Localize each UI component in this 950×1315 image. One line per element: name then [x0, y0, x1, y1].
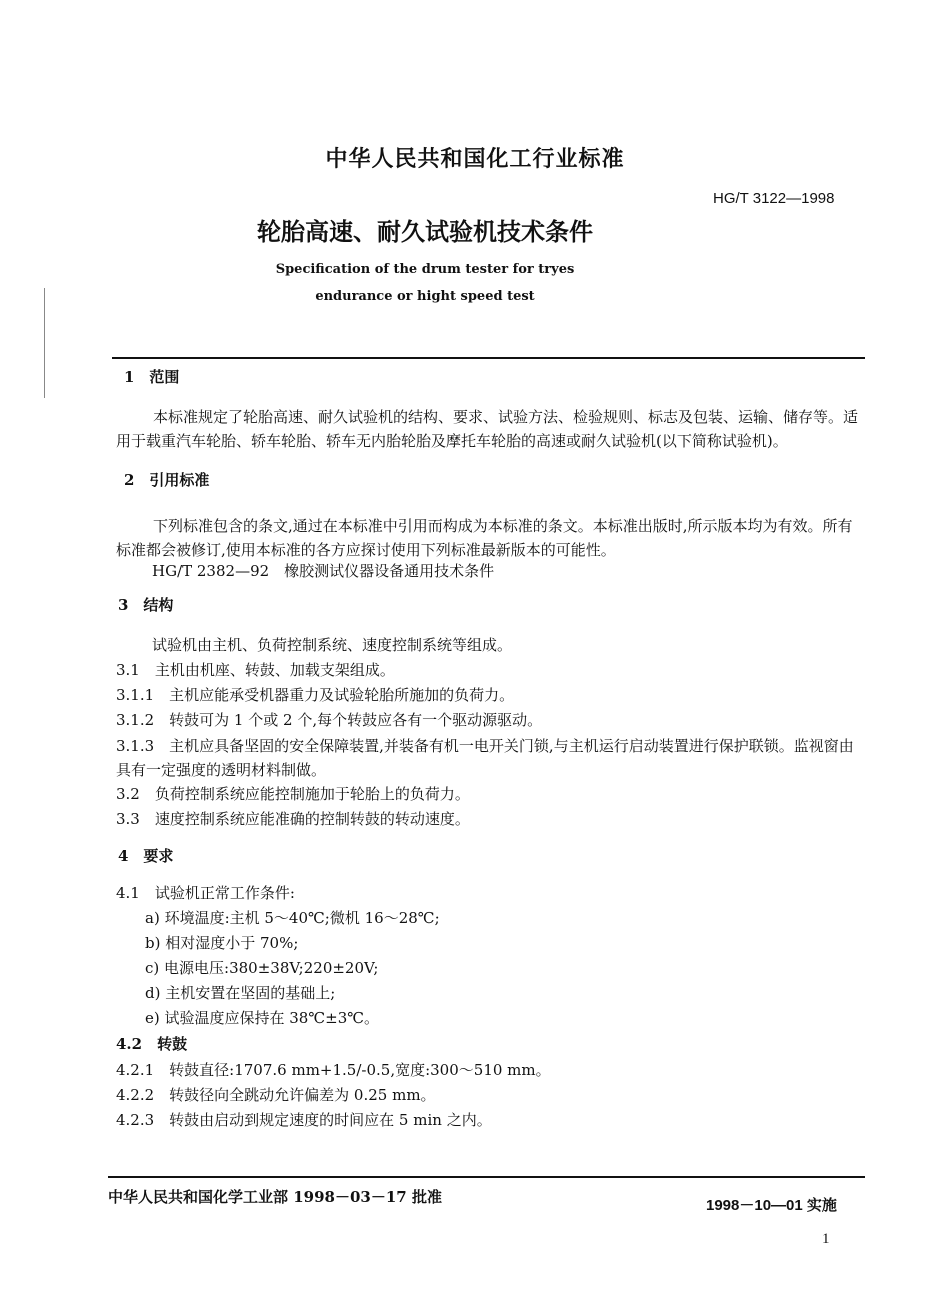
- section-1-paragraph: 本标准规定了轮胎高速、耐久试验机的结构、要求、试验方法、检验规则、标志及包装、运输、储存等。适用于载重汽车轮胎、轿车轮胎、轿车无内胎轮胎及摩托车轮胎的高速或耐久试验机(以下简称试验机)。: [116, 408, 859, 450]
- clause-3-1-2: 3.1.2 转鼓可为 1 个或 2 个,每个转鼓应各有一个驱动源驱动。: [116, 711, 543, 729]
- section-3-intro: 试验机由主机、负荷控制系统、速度控制系统等组成。: [152, 636, 513, 654]
- approval-line: 中华人民共和国化学工业部 1998－03－17 批准: [108, 1188, 442, 1206]
- issuing-body-title: 中华人民共和国化工行业标准: [325, 146, 625, 172]
- condition-c: c) 电源电压:380±38V;220±20V;: [145, 959, 379, 977]
- english-title-line-2: endurance or hight speed test: [315, 289, 535, 304]
- section-2-heading: 2 引用标准: [124, 471, 210, 489]
- condition-d: d) 主机安置在坚固的基础上;: [145, 984, 336, 1002]
- condition-e: e) 试验温度应保持在 38℃±3℃。: [145, 1009, 380, 1027]
- document-title: 轮胎高速、耐久试验机技术条件: [257, 217, 593, 246]
- section-2-paragraph: 下列标准包含的条文,通过在本标准中引用而构成为本标准的条文。本标准出版时,所示版本均为有效。所有标准都会被修订,使用本标准的各方应探讨使用下列标准最新版本的可能性。: [116, 517, 853, 559]
- clause-3-1-1: 3.1.1 主机应能承受机器重力及试验轮胎所施加的负荷力。: [116, 686, 515, 704]
- section-1-heading: 1 范围: [124, 368, 180, 386]
- clause-3-3: 3.3 速度控制系统应能准确的控制转鼓的转动速度。: [116, 810, 470, 828]
- clause-4-2-2: 4.2.2 转鼓径向全跳动允许偏差为 0.25 mm。: [116, 1086, 436, 1104]
- clause-4-2: 4.2 转鼓: [116, 1035, 188, 1053]
- scan-margin-line: [44, 288, 45, 398]
- clause-4-2-3: 4.2.3 转鼓由启动到规定速度的时间应在 5 min 之内。: [116, 1111, 492, 1129]
- clause-3-1: 3.1 主机由机座、转鼓、加载支架组成。: [116, 661, 395, 679]
- clause-4-1: 4.1 试验机正常工作条件:: [116, 884, 295, 902]
- clause-3-2: 3.2 负荷控制系统应能控制施加于轮胎上的负荷力。: [116, 785, 470, 803]
- footer-divider: [108, 1176, 865, 1178]
- section-2-reference: HG/T 2382—92 橡胶测试仪器设备通用技术条件: [152, 562, 495, 580]
- implementation-date: 1998－10—01 实施: [706, 1197, 837, 1214]
- section-3-heading: 3 结构: [118, 596, 174, 614]
- header-divider: [112, 357, 865, 359]
- standard-number: HG/T 3122—1998: [713, 190, 835, 207]
- clause-3-1-3: 3.1.3 主机应具备坚固的安全保障装置,并装备有机一电开关门锁,与主机运行启动装置进行保护联锁。监视窗由具有一定强度的透明材料制做。: [116, 737, 854, 779]
- condition-a: a) 环境温度:主机 5～40℃;微机 16～28℃;: [145, 909, 440, 927]
- section-4-heading: 4 要求: [118, 847, 174, 865]
- condition-b: b) 相对湿度小于 70%;: [145, 934, 299, 952]
- english-title-line-1: Specification of the drum tester for tryes: [275, 262, 575, 277]
- clause-4-2-1: 4.2.1 转鼓直径:1707.6 mm+1.5/-0.5,宽度:300～510 mm。: [116, 1061, 551, 1079]
- page-number: 1: [822, 1231, 830, 1247]
